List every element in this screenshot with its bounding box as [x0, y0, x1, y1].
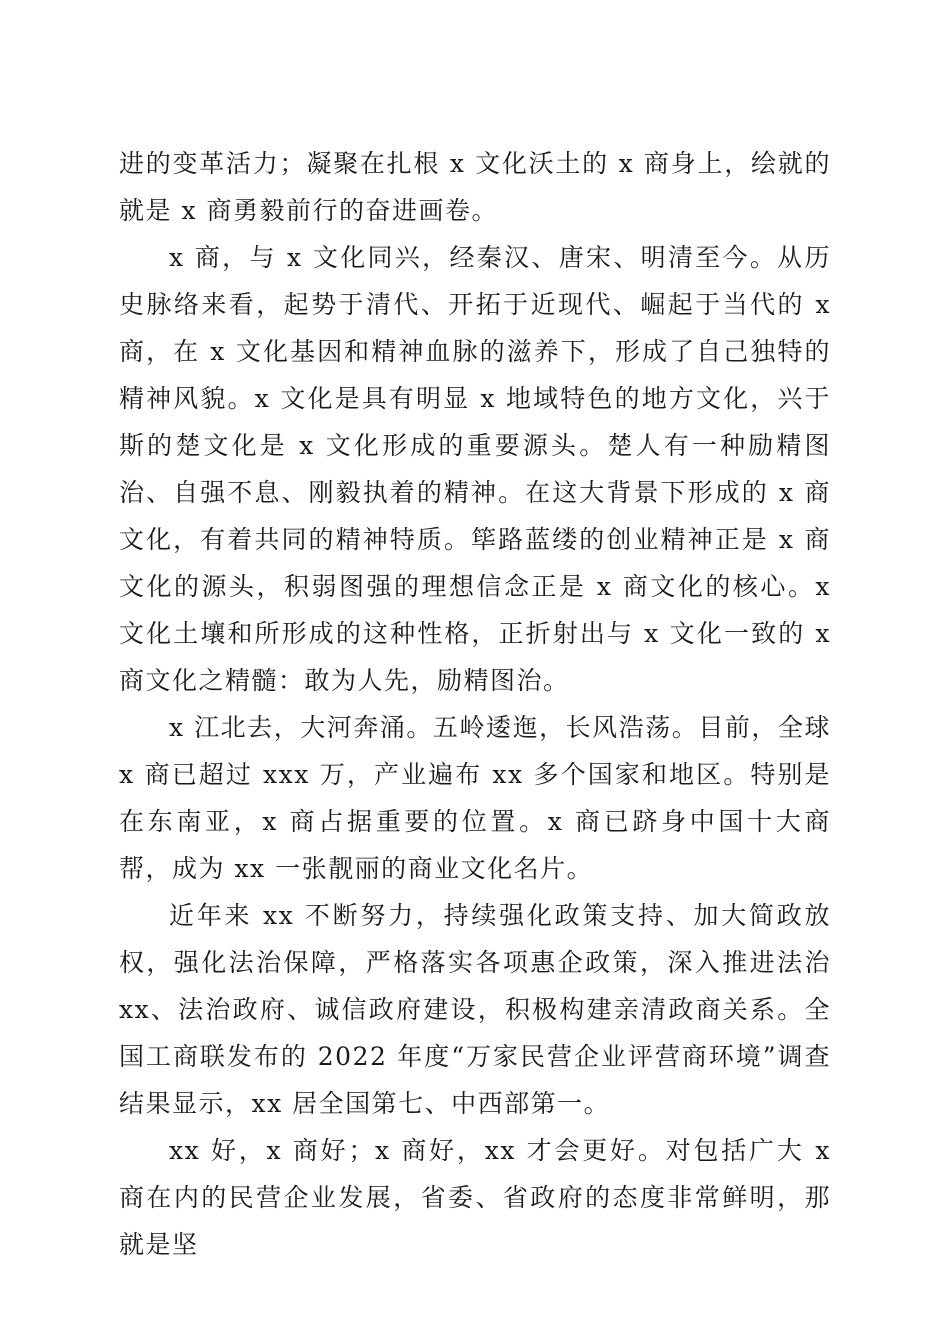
paragraph-global-merchants: x 江北去，大河奔涌。五岭逶迤，长风浩荡。目前，全球 x 商已超过 xxx 万，产业遍布 xx 多个国家和地区。特别是在东南亚，x 商占据重要的位置。x 商已跻身中国十大商帮，成为 xx 一张靓丽的商业文化名片。 — [119, 713, 831, 883]
paragraph-provincial-attitude: xx 好，x 商好；x 商好，xx 才会更好。对包括广大 x 商在内的民营企业发展，省委、省政府的态度非常鲜明，那就是坚 — [119, 1136, 831, 1259]
document-body — [119, 140, 831, 1268]
paragraph-continued: 进的变革活力；凝聚在扎根 x 文化沃土的 x 商身上，绘就的就是 x 商勇毅前行的奋进画卷。 — [119, 149, 831, 225]
paragraph-x-merchant-history: x 商，与 x 文化同兴，经秦汉、唐宋、明清至今。从历史脉络来看，起势于清代、开拓于近现代、崛起于当代的 x 商，在 x 文化基因和精神血脉的滋养下，形成了自己独特的精神风貌。x 文化是具有明显 x 地域特色的地方文化，兴于斯的楚文化是 x 文化形成的重要源头。楚人有一种励精图治、自强不息、刚毅执着的精神。在这大背景下形成的 x 商文化，有着共同的精神特质。筚路蓝缕的创业精神正是 x 商文化的源头，积弱图强的理想信念正是 x 商文化的核心。x 文化土壤和所形成的这种性格，正折射出与 x 文化一致的 x 商文化之精髓：敢为人先，励精图治。 — [119, 243, 831, 695]
paragraph-business-environment: 近年来 xx 不断努力，持续强化政策支持、加大简政放权，强化法治保障，严格落实各项惠企政策，深入推进法治 xx、法治政府、诚信政府建设，积极构建亲清政商关系。全国工商联发布的 2022 年度“万家民营企业评营商环境”调查结果显示，xx 居全国第七、中西部第一。 — [119, 901, 831, 1118]
